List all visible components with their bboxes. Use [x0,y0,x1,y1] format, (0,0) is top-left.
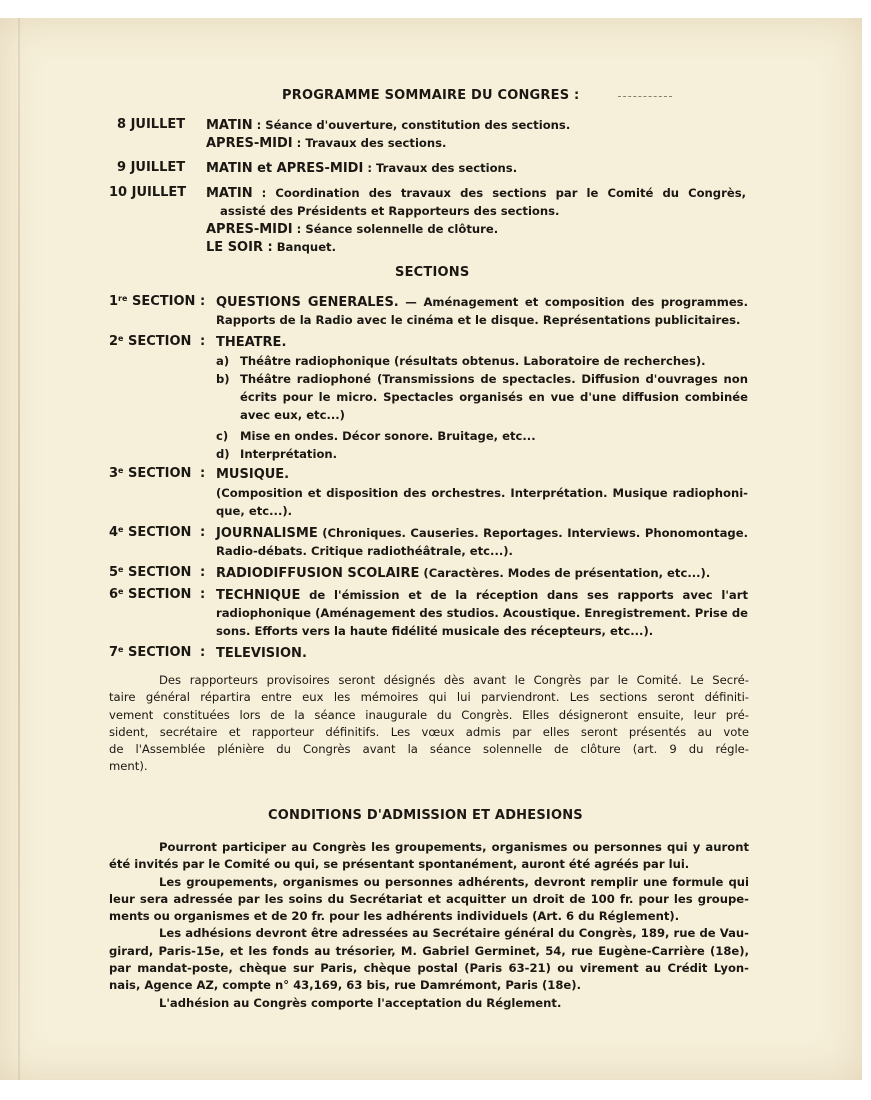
schedule-text: : Séance d'ouverture, constitution des sections. [252,118,571,132]
schedule-date: 9 JUILLET [117,160,186,175]
subitem-text: Théâtre radiophoné (Transmissions de spectacles. Diffusion d'ouvrages non [240,372,748,386]
section-colon: : [200,294,206,309]
section-label [109,586,191,604]
subitem-text: écrits pour le micro. Spectacles organisés en vue d'une diffusion combinée [240,390,748,404]
schedule-line [206,238,336,257]
section-title: RADIODIFFUSION SCOLAIRE [216,566,420,581]
subitem-text: Mise en ondes. Décor sonore. Bruitage, etc... [240,429,536,443]
section-word: SECTION [128,565,192,580]
schedule-line [206,134,446,153]
schedule-continuation: assisté des Présidents et Rapporteurs des sections. [220,204,560,218]
section-ordinal: e [118,587,124,596]
paragraph-line: leur sera adressée par les soins du Secrétariat et acquitter un droit de 100 fr. pour les groupe- [109,891,749,906]
section-description: (Composition et disposition des orchestres. Interprétation. Musique radiophoni- [216,486,748,500]
section-word: SECTION [128,334,192,349]
section-word: SECTION [128,645,192,660]
paragraph-line: sident, secrétaire et rapporteur définitifs. Les vœux admis par elles seront présentés au vote [109,724,749,739]
section-colon: : [200,645,206,660]
section-word: SECTION [128,466,192,481]
section-description: Rapports de la Radio avec le cinéma et le disque. Représentations publicitaires. [216,313,741,327]
paragraph-line: par mandat-poste, chèque sur Paris, chèque postal (Paris 63-21) ou virement au Crédit Lyon- [109,961,749,976]
section-number: 2 [109,334,119,349]
section-description: radiophonique (Aménagement des studios. Acoustique. Enregistrement. Prise de [216,606,748,620]
section-title-line [216,586,748,605]
schedule-period: MATIN et APRES-MIDI [206,161,364,176]
schedule-period: APRES-MIDI [206,222,293,237]
section-colon: : [200,525,206,540]
section-label [109,293,195,311]
schedule-period: MATIN [206,118,253,133]
paragraph-line: girard, Paris-15e, et les fonds au trésorier, M. Gabriel Germinet, 54, rue Eugène-Carrière (18e), [109,943,749,958]
paragraph-line: Des rapporteurs provisoires seront désignés dès avant le Congrès par le Comité. Le Secré- [159,673,749,687]
section-description: — Aménagement et composition des programmes. [398,295,748,309]
section-number: 6 [109,587,119,602]
paragraph-line: Les adhésions devront être adressées au Secrétaire général du Congrès, 189, rue de Vau- [159,926,749,941]
section-title: TECHNIQUE [216,588,301,603]
faint-dash-mark [618,96,672,97]
section-label [109,333,191,351]
section-colon: : [200,565,206,580]
section-ordinal: e [118,466,124,475]
paragraph-line: été invités par le Comité ou qui, se présentant spontanément, auront été agréés par lui. [109,857,690,872]
section-colon: : [200,587,206,602]
paragraph-line: ments ou organismes et de 20 fr. pour les adhérents individuels (Art. 6 du Réglement). [109,909,680,924]
paragraph-line: ment). [109,759,148,774]
section-label [109,465,191,483]
section-label [109,644,191,662]
section-title: JOURNALISME [216,526,318,541]
section-description: de l'émission et de la réception dans ses rapports avec l'art [300,588,748,602]
section-title-line [216,524,748,543]
paragraph-line: Pourront participer au Congrès les groupements, organismes ou personnes qui y auront [159,840,749,854]
section-ordinal: re [118,294,128,303]
section-number: 1 [109,294,119,309]
schedule-line [206,220,498,239]
section-colon: : [200,334,206,349]
section-title: QUESTIONS GENERALES. [216,295,399,310]
schedule-text: : Travaux des sections. [363,161,518,175]
section-description: (Chroniques. Causeries. Reportages. Interviews. Phonomontage. [317,526,748,540]
section-description: que, etc...). [216,504,293,518]
section-number: 3 [109,466,119,481]
section-title-line [216,564,710,583]
schedule-line [206,116,570,135]
sections-heading: SECTIONS [395,265,470,280]
section-number: 4 [109,525,119,540]
schedule-text: : Coordination des travaux des sections par le Comité du Congrès, [252,186,746,200]
section-title-text: MUSIQUE. [216,467,290,482]
section-word: SECTION [131,294,196,309]
page-fold [18,18,20,1080]
subitem-text: avec eux, etc...) [240,408,345,422]
section-ordinal: e [118,525,124,534]
paragraph-line: de l'Assemblée plénière du Congrès avant la séance solennelle de clôture (art. 9 du régle- [109,742,749,757]
subitem-text: Interprétation. [240,447,338,461]
section-ordinal: e [118,565,124,574]
section-label [109,524,191,542]
schedule-text: Banquet. [272,240,337,254]
section-ordinal: e [118,645,124,654]
paragraph-line: nais, Agence AZ, compte n° 43,169, 63 bis, rue Damrémont, Paris (18e). [109,978,581,993]
section-title [216,465,289,484]
rapporteurs-paragraph [109,672,749,776]
section-description: (Caractères. Modes de présentation, etc...). [419,566,711,580]
section-ordinal: e [118,334,124,343]
schedule-text: : Travaux des sections. [292,136,447,150]
document-page [0,18,862,1080]
schedule-period: LE SOIR : [206,240,273,255]
schedule-line [206,184,746,203]
schedule-period: APRES-MIDI [206,136,293,151]
schedule-line [206,159,517,178]
section-word: SECTION [128,525,192,540]
schedule-date: 8 JUILLET [117,117,186,132]
subitem-text: Théâtre radiophonique (résultats obtenus. Laboratoire de recherches). [240,354,706,368]
section-title [216,333,286,352]
schedule-date: 10 JUILLET [109,185,187,200]
section-number: 5 [109,565,119,580]
paragraph-line: taire général répartira entre eux les mémoires qui lui parviendront. Les sections seront définiti- [109,690,749,705]
section-colon: : [200,466,206,481]
schedule-text: : Séance solennelle de clôture. [292,222,499,236]
section-description: sons. Efforts vers la haute fidélité musicale des récepteurs, etc...). [216,624,654,638]
paragraph-line: L'adhésion au Congrès comporte l'acceptation du Réglement. [159,995,562,1010]
schedule-period: MATIN [206,186,253,201]
conditions-heading: CONDITIONS D'ADMISSION ET ADHESIONS [268,808,583,823]
section-title [216,644,307,663]
section-title-text: THEATRE. [216,335,287,350]
section-description: Radio-débats. Critique radiothéâtrale, etc...). [216,544,513,558]
paragraph-line: Les groupements, organismes ou personnes adhérents, devront remplir une formule qui [159,874,749,889]
subitem-letter: d) [216,447,230,461]
section-title-line [216,293,748,312]
paragraph-line: vement constituées lors de la séance inaugurale du Congrès. Elles désigneront ensuite, leur pré- [109,707,749,722]
programme-title: PROGRAMME SOMMAIRE DU CONGRES : [282,88,580,103]
section-word: SECTION [128,587,192,602]
subitem-letter: c) [216,429,229,443]
conditions-paragraph [109,839,749,1012]
subitem-letter: a) [216,354,230,368]
section-number: 7 [109,645,119,660]
section-label [109,564,191,582]
section-title-text: TELEVISION. [216,646,307,661]
subitem-letter: b) [216,372,230,386]
